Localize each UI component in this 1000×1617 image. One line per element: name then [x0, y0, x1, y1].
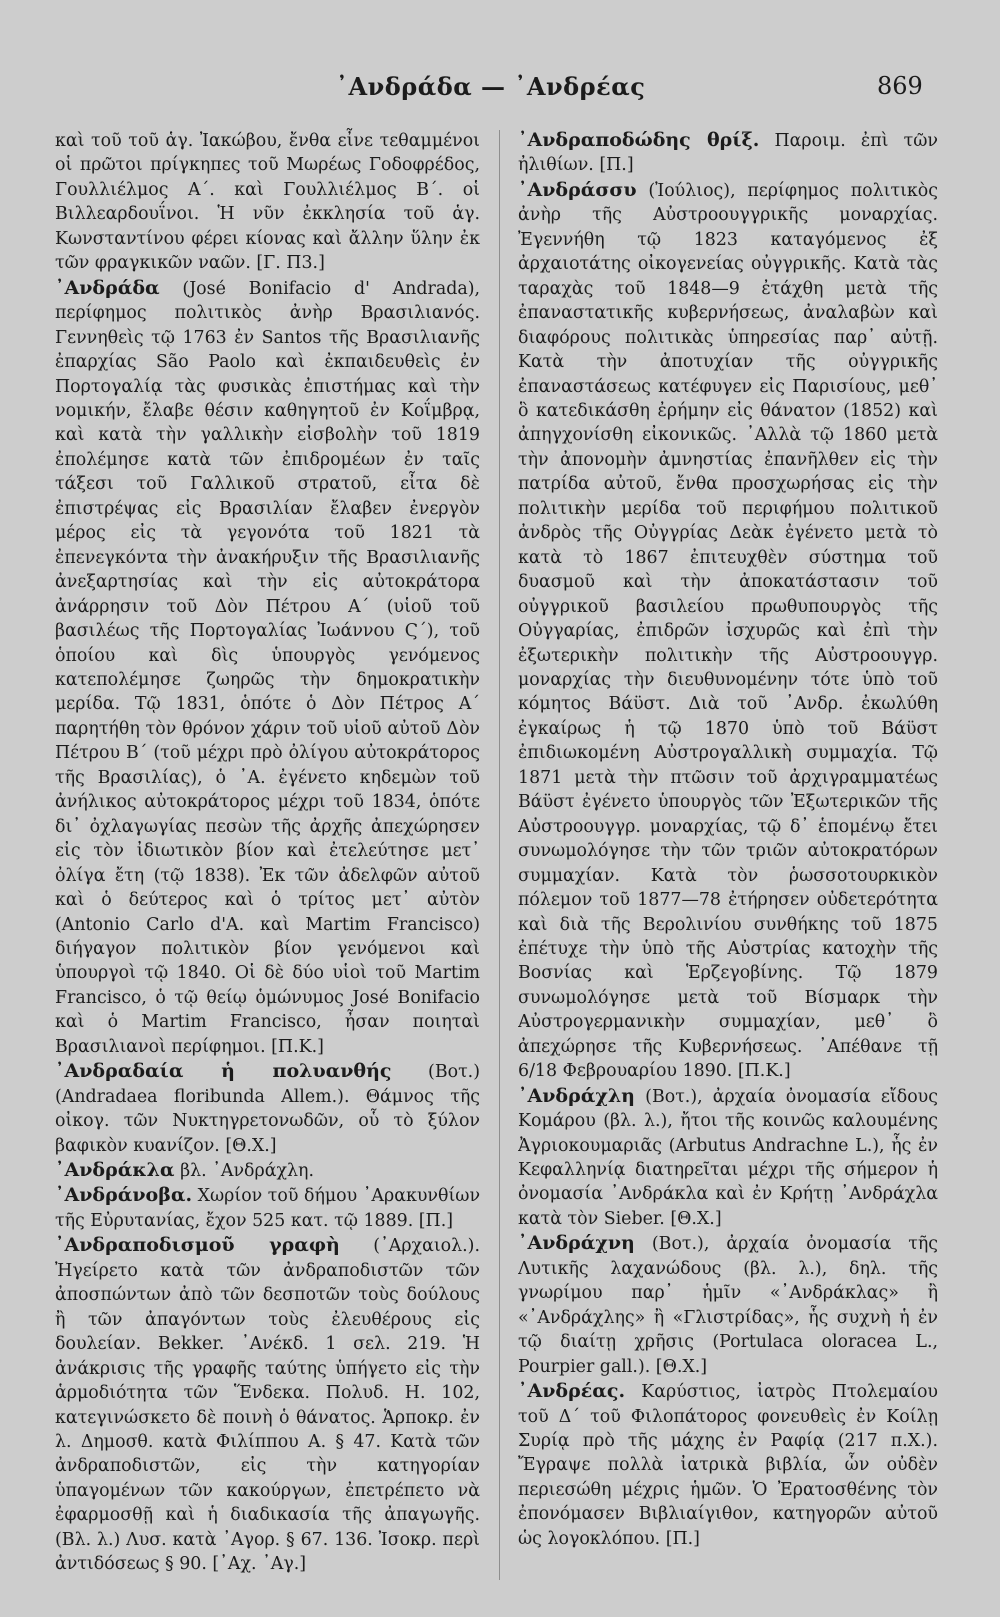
running-title: ᾿Ανδράδα — ᾿Ανδρέας — [336, 72, 646, 101]
entry — [518, 128, 938, 178]
entry-text: Χωρίον τοῦ δήμου ᾿Αρακυνθίων τῆς Εὐρυτανίας, ἔχον 525 κατ. τῷ 1889. [Π.] — [55, 1186, 480, 1231]
entry-headword: ᾿Ανδράδα — [55, 276, 160, 299]
entry — [55, 1158, 480, 1183]
entry — [55, 1183, 480, 1233]
entry-text: (Ἰούλιος), περίφημος πολιτικὸς ἀνὴρ τῆς Αὐστροουγγρικῆς μοναρχίας. Ἐγεννήθη τῷ 1823 καταγόμενος ἐξ ἀρχαιοτάτης οἰκογενείας οὐγγρικῆς. Κατὰ τὰς ταραχὰς τοῦ 1848—9 ἐτάχθη μετὰ τῆς ἐπαναστατικῆς κυβερνήσεως, ἀναλαβὼν καὶ διαφόρους πολιτικὰς ὑπηρεσίας παρ᾿ αὐτῇ. Κατὰ τὴν ἀποτυχίαν τῆς οὐγγρικῆς ἐπαναστάσεως κατέφυγεν εἰς Παρισίους, μεθ᾿ ὃ κατεδικάσθη ἐρήμην εἰς θάνατον (1852) καὶ ἀπηγχονίσθη εἰκονικῶς. ᾿Αλλὰ τῷ 1860 μετὰ τὴν ἀπονομὴν ἀμνηστίας ἐπανῆλθεν εἰς τὴν πατρίδα αὐτοῦ, ἔνθα προσχωρήσας εἰς τὴν πολιτικὴν μερίδα τοῦ περιφήμου πολιτικοῦ ἀνδρὸς τῆς Οὐγγρίας Δεὰκ ἐγένετο μετὰ τὸ κατὰ τὸ 1867 ἐπιτευχθὲν σύστημα τοῦ δυασμοῦ καὶ τὴν ἀποκατάστασιν τοῦ οὐγγρικοῦ βασιλείου πρωθυπουργὸς τῆς Οὐγγαρίας, ἐπιδρῶν ἰσχυρῶς καὶ ἐπὶ τὴν ἐξωτερικὴν πολιτικὴν τῆς Αὐστροουγγρ. μοναρχίας τὴν διευθυνομένην τότε ὑπὸ τοῦ κόμητος Βάϋστ. Διὰ τοῦ ᾿Ανδρ. ἐκωλύθη ἐγκαίρως ἡ τῷ 1870 ὑπὸ τοῦ Βάϋστ ἐπιδιωκομένη Αὐστρογαλλικὴ συμμαχία. Τῷ 1871 μετὰ τὴν πτῶσιν τοῦ ἀρχιγραμματέως Βάϋστ ἐγένετο ὑπουργὸς τῶν Ἐξωτερικῶν τῆς Αὐστροουγγρ. μοναρχίας, τῷ δ᾿ ἑπομένῳ ἔτει συνωμολόγησε τὴν τῶν τριῶν αὐτοκρατόρων συμμαχίαν. Κατὰ τὸν ῥωσσοτουρκικὸν πόλεμον τοῦ 1877—78 ἐτήρησεν οὐδετερότητα καὶ διὰ τῆς Βερολινίου συνθήκης τοῦ 1875 ἐπέτυχε τὴν ὑπὸ τῆς Αὐστρίας κατοχὴν τῆς Βοσνίας καὶ Ἑρζεγοβίνης. Τῷ 1879 συνωμολόγησε μετὰ τοῦ Βίσμαρκ τὴν Αὐστρογερμανικὴν συμμαχίαν, μεθ᾿ ὃ ἀπεχώρησε τῆς Κυβερνήσεως. ᾿Απέθανε τῇ 6/18 Φεβρουαρίου 1890. [Π.Κ.] — [518, 180, 938, 1082]
page-number: 869 — [877, 72, 923, 100]
entry — [55, 1233, 480, 1576]
entry-text: Παροιμ. ἐπὶ τῶν ἠλιθίων. [Π.] — [518, 131, 938, 176]
entry-text: βλ. ᾿Ανδράχλη. — [180, 1161, 314, 1182]
entry-text: (Βοτ.), ἀρχαία ὀνομασία εἴδους Κομάρου (βλ. λ.), ἤτοι τῆς κοινῶς καλουμένης Ἀγριοκουμαριᾶς (Arbutus Andrachne L.), ἧς ἐν Κεφαλληνίᾳ διατηρεῖται μέχρι τῆς σήμερον ἡ ὀνομασία ᾿Ανδράκλα καὶ ἐν Κρήτῃ ᾿Ανδράχλα κατὰ τὸν Sieber. [Θ.Χ.] — [518, 1086, 938, 1229]
entry-text: Καρύστιος, ἰατρὸς Πτολεμαίου τοῦ Δ΄ τοῦ Φιλοπάτορος φονευθεὶς ἐν Κοίλῃ Συρίᾳ πρὸ τῆς μάχης ἐν Ραφίᾳ (217 π.Χ.). Ἔγραψε πολλὰ ἰατρικὰ βιβλία, ὧν οὐδὲν περιεσώθη μέχρις ἡμῶν. Ὁ Ἐρατοσθένης τὸν ἐπονόμασεν Βιβλιαίγιθον, κατηγορῶν αὐτοῦ ὡς λογοκλόπου. [Π.] — [518, 1382, 938, 1549]
entry-headword: ᾿Ανδρέας. — [518, 1380, 626, 1403]
entry-headword: ᾿Ανδράσσυ — [518, 178, 637, 201]
column-divider — [499, 130, 500, 1580]
entry-headword: ᾿Ανδράνοβα. — [55, 1184, 193, 1207]
entry — [518, 1231, 938, 1379]
entry-headword: ᾿Ανδράχλη — [518, 1084, 635, 1107]
entry-headword: ᾿Ανδραποδώδης θρίξ. — [518, 129, 760, 151]
entry — [518, 178, 938, 1084]
entry — [55, 276, 480, 1060]
entry-text: (Βοτ.), ἀρχαία ὀνομασία τῆς Λυτικῆς λαχανώδους (βλ. λ.), δηλ. τῆς γνωρίμου παρ᾿ ἡμῖν «᾿Ανδράκλας» ἢ «᾿Ανδράχλης» ἢ «Γλιστρίδας», ἧς συχνὴ ἡ ἐν τῷ διαίτῃ χρῆσις (Portulaca oloracea L., Pourpier gall.). [Θ.Χ.] — [518, 1234, 938, 1377]
entry — [518, 1084, 938, 1232]
right-column — [518, 128, 938, 1578]
entry-text: (Βοτ.) (Andradaea floribunda Allem.). Θάμνος τῆς οἰκογ. τῶν Νυκτηγρετονωδῶν, οὗ τὸ ξύλον βαφικὸν κυανίζον. [Θ.Χ.] — [55, 1062, 480, 1156]
entry-text: (José Bonifacio d' Andrada), περίφημος πολιτικὸς ἀνὴρ Βρασιλιανός. Γεννηθεὶς τῷ 1763 ἐν Santos τῆς Βρασιλιανῆς ἐπαρχίας São Paolo καὶ ἐκπαιδευθεὶς ἐν Πορτογαλίᾳ τὰς φυσικὰς ἐπιστήμας καὶ τὴν νομικήν, ἔλαβε θέσιν καθηγητοῦ ἐν Κοΐμβρᾳ, καὶ κατὰ τὴν γαλλικὴν εἰσβολὴν τοῦ 1819 ἐπολέμησε κατὰ τῶν ἐπιδρομέων ἐν ταῖς τάξεσι τοῦ Γαλλικοῦ στρατοῦ, εἶτα δὲ ἐπιστρέψας εἰς Βρασιλίαν ἔλαβεν ἐνεργὸν μέρος εἰς τὰ γεγονότα τοῦ 1821 τὰ ἐπενεγκόντα τὴν ἀνακήρυξιν τῆς Βρασιλιανῆς ἀνεξαρτησίας καὶ τὴν εἰς αὐτοκράτορα ἀνάρρησιν τοῦ Δὸν Πέτρου Α΄ (υἱοῦ τοῦ βασιλέως τῆς Πορτογαλίας Ἰωάννου Ϛ΄), τοῦ ὁποίου καὶ δὶς ὑπουργὸς γενόμενος κατεπολέμησε ζωηρῶς τὴν δημοκρατικὴν μερίδα. Τῷ 1831, ὁπότε ὁ Δὸν Πέτρος Α΄ παρητήθη τὸν θρόνον χάριν τοῦ υἱοῦ αὐτοῦ Δὸν Πέτρου Β΄ (τοῦ μέχρι πρὸ ὀλίγου αὐτοκράτορος τῆς Βρασιλίας), ὁ ᾿Α. ἐγένετο κηδεμὼν τοῦ ἀνήλικος αὐτοκράτορος μέχρι τοῦ 1834, ὁπότε δι᾿ ὀχλαγωγίας πεσὼν τῆς ἀρχῆς ἀπεχώρησεν εἰς τὸν ἰδιωτικὸν βίον καὶ ἐτελεύτησε μετ᾿ ὀλίγα ἔτη (τῷ 1838). Ἐκ τῶν ἀδελφῶν αὐτοῦ καὶ ὁ δεύτερος καὶ ὁ τρίτος μετ᾿ αὐτὸν (Antonio Carlo d'A. καὶ Martim Francisco) διήγαγον πολιτικὸν βίον γενόμενοι καὶ ὑπουργοὶ τῷ 1840. Οἱ δὲ δύο υἱοὶ τοῦ Martim Francisco, ὁ τῷ θείῳ ὁμώνυμος José Bonifacio καὶ ὁ Martim Francisco, ἦσαν ποιηταὶ Βρασιλιανοὶ περίφημοι. [Π.Κ.] — [55, 278, 480, 1057]
entry-headword: ᾿Ανδραδαία ἡ πολυανθής — [55, 1060, 392, 1083]
entry — [55, 128, 480, 276]
entry-headword: ᾿Ανδράχνη — [518, 1232, 635, 1255]
entry-text: (᾿Αρχαιολ.). Ἠγείρετο κατὰ τῶν ἀνδραποδιστῶν τῶν ἀποσπώντων ἀπὸ τῶν δεσποτῶν τοὺς δούλους ἢ τῶν ἀπαγόντων τοὺς ἐλευθέρους εἰς δουλείαν. Bekker. ᾿Ανέκδ. 1 σελ. 219. Ἡ ἀνάκρισις τῆς γραφῆς ταύτης ὑπήγετο εἰς τὴν ἁρμοδιότητα τῶν Ἕνδεκα. Πολυδ. Η. 102, κατεγινώσκετο δὲ ποινὴ ὁ θάνατος. Ἁρποκρ. ἐν λ. Δημοσθ. κατὰ Φιλίππου Α. § 47. Κατὰ τῶν ἀνδραποδιστῶν, εἰς τὴν κατηγορίαν ὑπαγομένων τῶν κακούργων, ἐπετρέπετο νὰ ἐφαρμοσθῇ καὶ ἡ διαδικασία τῆς ἀπαγωγῆς. (Βλ. λ.) Λυσ. κατὰ ᾿Αγορ. § 67. 136. Ἰσοκρ. περὶ ἀντιδόσεως § 90. [᾿Αχ. ᾿Αγ.] — [55, 1236, 480, 1575]
left-column — [55, 128, 480, 1578]
entry — [518, 1379, 938, 1551]
entry-headword: ᾿Ανδράκλα — [55, 1159, 175, 1182]
entry-text: καὶ τοῦ τοῦ ἁγ. Ἰακώβου, ἔνθα εἶνε τεθαμμένοι οἱ πρῶτοι πρίγκηπες τοῦ Μωρέως Γοδοφρέδος, Γουλλιέλμος Α΄. καὶ Γουλλιέλμος Β΄. οἱ Βιλλεαρδουΐνοι. Ἡ νῦν ἐκκλησία τοῦ ἁγ. Κωνσταντίνου φέρει κίονας καὶ ἄλλην ὕλην ἐκ τῶν φραγκικῶν ναῶν. [Γ. Π3.] — [55, 131, 480, 274]
entry-headword: ᾿Ανδραποδισμοῦ γραφὴ — [55, 1234, 340, 1257]
entry — [55, 1059, 480, 1158]
page-header — [0, 72, 1000, 112]
